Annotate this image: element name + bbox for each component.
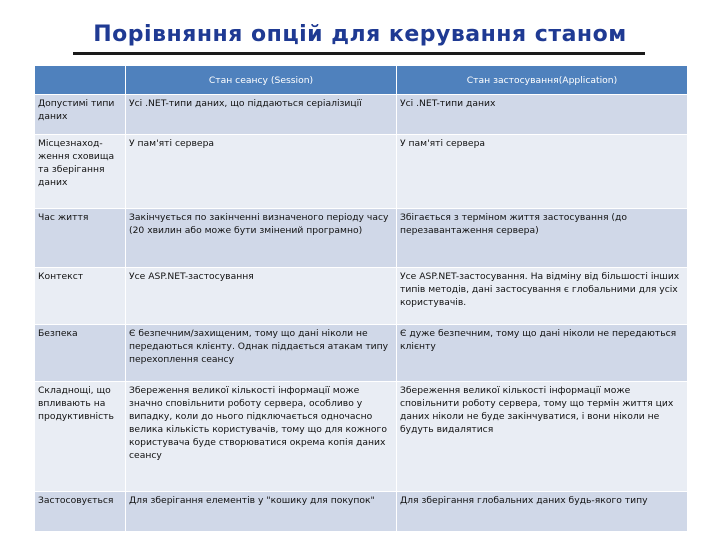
row-label: Застосовується bbox=[35, 492, 126, 532]
application-cell: Усі .NET-типи даних bbox=[397, 95, 688, 135]
session-cell: У пам'яті сервера bbox=[126, 135, 397, 209]
title-underline bbox=[73, 52, 645, 55]
application-cell: Для зберігання глобальних даних будь-якого типу bbox=[397, 492, 688, 532]
application-cell: Збереження великої кількості інформації може сповільнити роботу сервера, тому що термін життя цих даних ніколи не буде закінчуватися, і вони ніколи не будуть видалятися bbox=[397, 382, 688, 492]
table-row bbox=[35, 135, 688, 209]
row-label: Складнощі, що впливають на продуктивність bbox=[35, 382, 126, 492]
table-row bbox=[35, 325, 688, 382]
session-cell: Усе ASP.NET-застосування bbox=[126, 268, 397, 325]
session-cell: Є безпечним/захищеним, тому що дані ніколи не передаються клієнту. Однак піддається атакам типу перехоплення сеансу bbox=[126, 325, 397, 382]
session-cell: Закінчується по закінченні визначеного періоду часу (20 хвилин або може бути змінений програмно) bbox=[126, 209, 397, 268]
application-cell: У пам'яті сервера bbox=[397, 135, 688, 209]
table-row bbox=[35, 492, 688, 532]
table-row bbox=[35, 209, 688, 268]
header-cell-session: Стан сеансу (Session) bbox=[126, 66, 397, 95]
session-cell: Збереження великої кількості інформації може значно сповільнити роботу сервера, особливо у випадку, коли до нього підключається одночасно велика кількість користувачів, тому що для кожного користувача буде створюватися окрема копія даних сеансу bbox=[126, 382, 397, 492]
table-row bbox=[35, 95, 688, 135]
header-row bbox=[35, 66, 688, 95]
slide-title: Порівняння опцій для керування станом bbox=[93, 22, 627, 47]
comparison-table bbox=[34, 65, 688, 532]
table-row bbox=[35, 268, 688, 325]
header-cell-application: Стан застосування(Application) bbox=[397, 66, 688, 95]
session-cell: Для зберігання елементів у "кошику для покупок" bbox=[126, 492, 397, 532]
row-label: Допустимі типи даних bbox=[35, 95, 126, 135]
application-cell: Збігається з терміном життя застосування (до перезавантаження сервера) bbox=[397, 209, 688, 268]
session-cell: Усі .NET-типи даних, що піддаються серіалізиції bbox=[126, 95, 397, 135]
table-row bbox=[35, 382, 688, 492]
header-cell-empty bbox=[35, 66, 126, 95]
application-cell: Є дуже безпечним, тому що дані ніколи не передаються клієнту bbox=[397, 325, 688, 382]
row-label: Безпека bbox=[35, 325, 126, 382]
row-label: Контекст bbox=[35, 268, 126, 325]
row-label: Час життя bbox=[35, 209, 126, 268]
application-cell: Усе ASP.NET-застосування. На відміну від більшості інших типів методів, дані застосування є глобальними для усіх користувачів. bbox=[397, 268, 688, 325]
row-label: Місцезнаход-ження сховища та зберігання даних bbox=[35, 135, 126, 209]
